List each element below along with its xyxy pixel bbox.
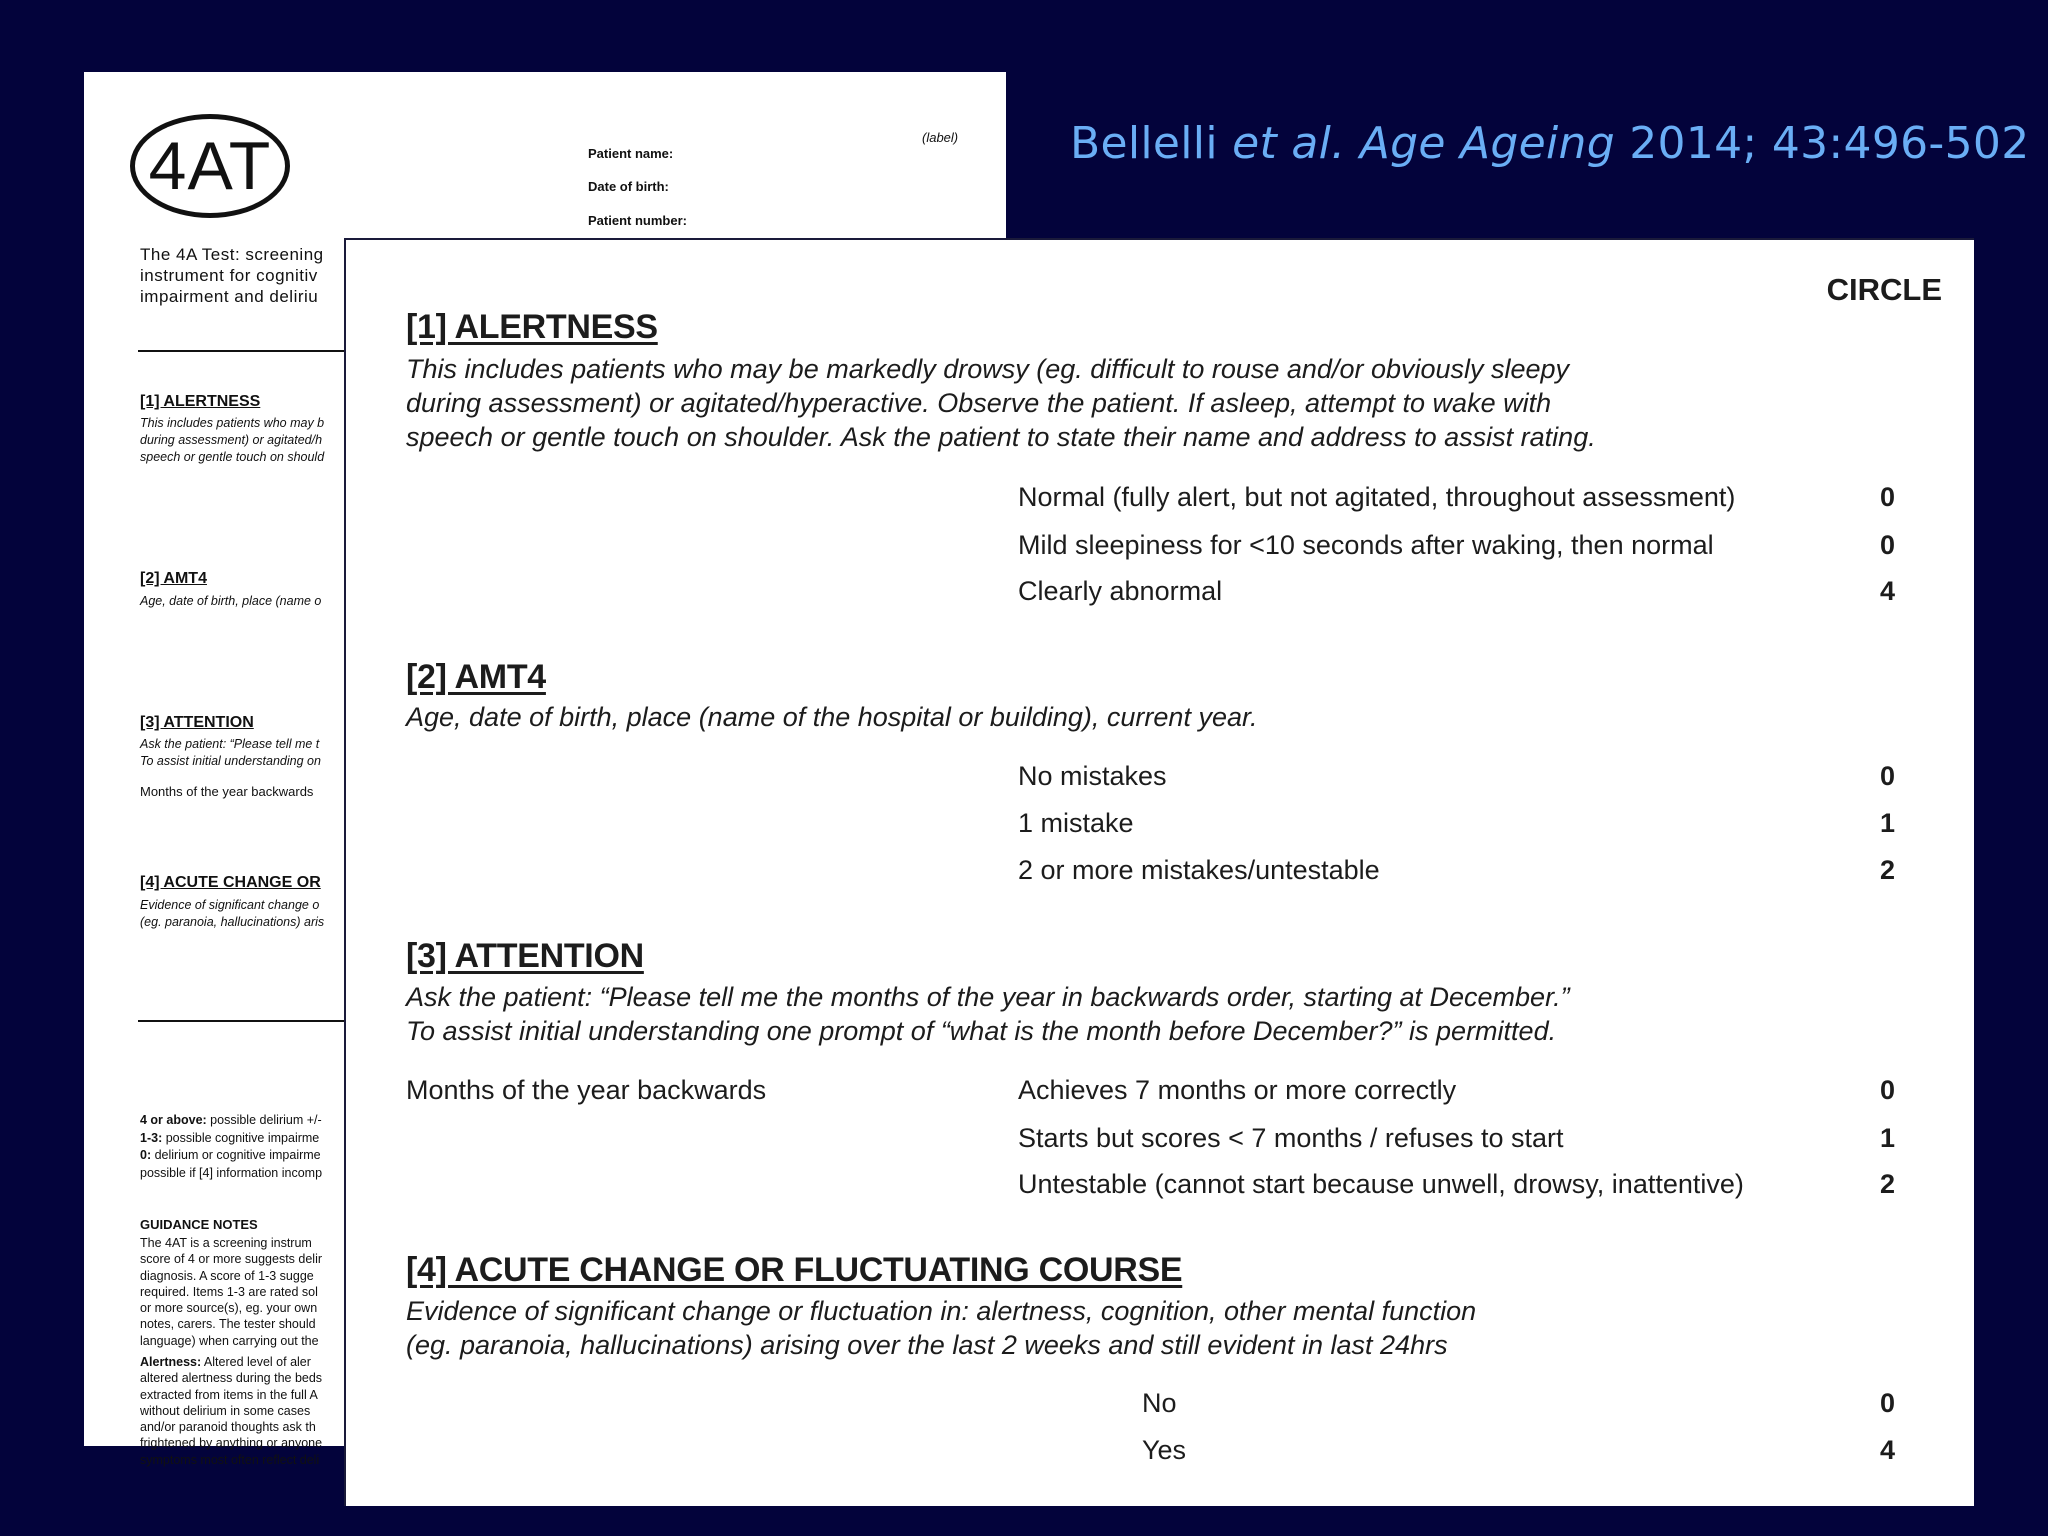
section-acute-change-title: [4] ACUTE CHANGE OR FLUCTUATING COURSE	[406, 1251, 1183, 1289]
text-line: frightened by anything or anyone	[140, 1436, 323, 1451]
amt4-option-no-mistakes[interactable]: No mistakes	[1018, 761, 1167, 791]
subtitle-line: instrument for cognitiv	[140, 266, 318, 285]
patient-name-field: Patient name:	[588, 146, 674, 161]
patient-number-field: Patient number:	[588, 213, 687, 228]
citation	[1070, 118, 2030, 169]
attention-option-achieves[interactable]: Achieves 7 months or more correctly	[1018, 1075, 1457, 1105]
alertness-notes-text	[140, 1354, 322, 1468]
alertness-option-mild[interactable]: Mild sleepiness for <10 seconds after waking, then normal	[1018, 530, 1714, 560]
section-attention-title: [3] ATTENTION	[406, 937, 644, 975]
section-alertness-description	[406, 352, 1596, 454]
text-line: To assist initial understanding on	[140, 754, 321, 768]
acute-change-option-no[interactable]: No	[1142, 1388, 1177, 1418]
amt4-score-no-mistakes[interactable]: 0	[1880, 761, 1896, 791]
text-line: Ask the patient: “Please tell me t	[140, 737, 320, 751]
attention-score-untestable[interactable]: 2	[1880, 1169, 1896, 1199]
subtitle-line: The 4A Test: screening	[140, 245, 324, 264]
attention-score-starts[interactable]: 1	[1880, 1123, 1896, 1153]
text-line: or more source(s), eg. your own	[140, 1301, 318, 1316]
date-of-birth-field: Date of birth:	[588, 179, 669, 194]
amt4-option-2-or-more[interactable]: 2 or more mistakes/untestable	[1018, 855, 1380, 885]
text-line: The 4AT is a screening instrum	[140, 1236, 312, 1250]
citation-etal: et al.	[1232, 118, 1346, 169]
text-line: during assessment) or agitated/h	[140, 433, 323, 447]
amt4-score-1-mistake[interactable]: 1	[1880, 808, 1896, 838]
amt4-score-2-or-more[interactable]: 2	[1880, 855, 1896, 885]
text-line: speech or gentle touch on should	[140, 450, 325, 464]
back-section-3-text	[140, 736, 321, 770]
guidance-notes-title: GUIDANCE NOTES	[140, 1217, 258, 1232]
amt4-option-1-mistake[interactable]: 1 mistake	[1018, 808, 1134, 838]
text-line: Alertness: Altered level of aler	[140, 1355, 311, 1369]
section-amt4-description	[406, 700, 1257, 734]
score-line: possible if [4] information incomp	[140, 1165, 323, 1180]
guidance-notes-text	[140, 1235, 322, 1349]
text-line: speech or gentle touch on shoulder. Ask the patient to state their name and address to assist rating.	[406, 422, 1596, 452]
section-alertness-title: [1] ALERTNESS	[406, 308, 658, 346]
text-line: extracted from items in the full A	[140, 1387, 318, 1402]
acute-change-option-yes[interactable]: Yes	[1142, 1435, 1187, 1465]
attention-option-untestable[interactable]: Untestable (cannot start because unwell, drowsy, inattentive)	[1018, 1169, 1744, 1199]
alertness-score-abnormal[interactable]: 4	[1880, 576, 1896, 606]
divider	[138, 1020, 358, 1022]
text-line: This includes patients who may be markedly drowsy (eg. difficult to rouse and/or obviously sleepy	[406, 354, 1570, 384]
text-line: Ask the patient: “Please tell me the months of the year in backwards order, starting at December.”	[406, 982, 1570, 1012]
text-line: without delirium in some cases	[140, 1403, 311, 1418]
divider	[138, 350, 358, 352]
alertness-option-normal[interactable]: Normal (fully alert, but not agitated, throughout assessment)	[1018, 482, 1736, 512]
score-line: 0: delirium or cognitive impairme	[140, 1148, 321, 1162]
attention-row-label: Months of the year backwards	[406, 1075, 767, 1105]
citation-authors: Bellelli	[1070, 118, 1233, 169]
back-section-2-text: Age, date of birth, place (name o	[140, 594, 322, 608]
score-line: 4 or above: possible delirium +/-	[140, 1113, 322, 1127]
text-line: during assessment) or agitated/hyperactive. Observe the patient. If asleep, attempt to wake with	[406, 388, 1552, 418]
text-line: Age, date of birth, place (name of the hospital or building), current year.	[406, 702, 1258, 732]
text-line: Evidence of significant change or fluctuation in: alertness, cognition, other mental function	[406, 1296, 1477, 1326]
section-acute-change-description	[406, 1294, 1476, 1362]
text-line: To assist initial understanding one prompt of “what is the month before December?” is permitted.	[406, 1016, 1557, 1046]
text-line: This includes patients who may b	[140, 416, 325, 430]
acute-change-score-no[interactable]: 0	[1880, 1388, 1896, 1418]
score-interpretation	[140, 1112, 322, 1182]
label-hint: (label)	[922, 130, 959, 145]
score-line: 1-3: possible cognitive impairme	[140, 1130, 320, 1145]
back-section-1-text	[140, 415, 324, 466]
text-line: symptoms most often reflect deli	[140, 1452, 320, 1467]
text-line: notes, carers. The tester should	[140, 1317, 316, 1332]
text-line: required. Items 1-3 are rated sol	[140, 1284, 318, 1299]
circle-header: CIRCLE	[1826, 272, 1942, 307]
back-section-3-title: [3] ATTENTION	[140, 714, 254, 731]
text-line: diagnosis. A score of 1-3 sugge	[140, 1268, 314, 1283]
back-section-2-title: [2] AMT4	[140, 570, 207, 587]
alertness-score-normal[interactable]: 0	[1880, 482, 1896, 512]
section-attention-description	[406, 980, 1570, 1048]
back-section-4-title: [4] ACUTE CHANGE OR	[140, 874, 321, 891]
alertness-option-abnormal[interactable]: Clearly abnormal	[1018, 576, 1223, 606]
4at-logo: 4AT	[130, 114, 290, 218]
text-line: language) when carrying out the	[140, 1333, 319, 1348]
citation-ref: 2014; 43:496-502	[1614, 118, 2030, 169]
back-section-1-title: [1] ALERTNESS	[140, 393, 261, 410]
text-line: and/or paranoid thoughts ask th	[140, 1420, 316, 1435]
attention-score-achieves[interactable]: 0	[1880, 1075, 1896, 1105]
acute-change-score-yes[interactable]: 4	[1880, 1435, 1896, 1465]
alertness-score-mild[interactable]: 0	[1880, 530, 1896, 560]
citation-journal: Age Ageing	[1359, 118, 1615, 169]
section-amt4-title: [2] AMT4	[406, 658, 546, 696]
front-form-page	[344, 238, 1974, 1506]
subtitle-line: impairment and deliriu	[140, 287, 319, 306]
text-line: (eg. paranoia, hallucinations) arising over the last 2 weeks and still evident in last 24hrs	[406, 1330, 1448, 1360]
text-line: score of 4 or more suggests delir	[140, 1252, 323, 1267]
text-line: Evidence of significant change o	[140, 898, 320, 912]
text-line: (eg. paranoia, hallucinations) aris	[140, 915, 325, 929]
back-section-3-item: Months of the year backwards	[140, 784, 314, 799]
back-section-4-text	[140, 897, 324, 931]
attention-option-starts[interactable]: Starts but scores < 7 months / refuses to start	[1018, 1123, 1564, 1153]
text-line: altered alertness during the beds	[140, 1371, 323, 1386]
